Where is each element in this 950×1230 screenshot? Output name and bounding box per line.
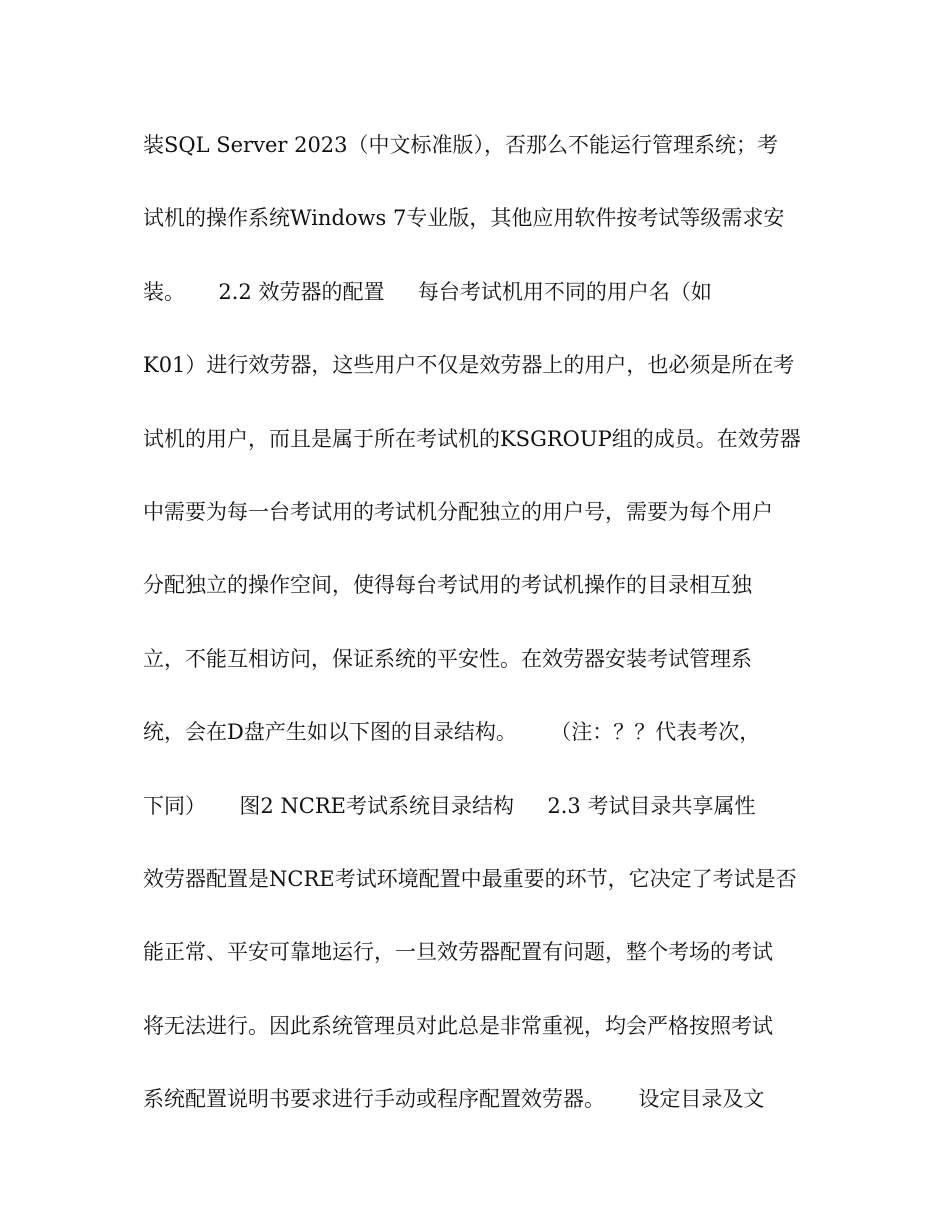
text-line-7: 分配独立的操作空间，使得每台考试用的考试机操作的目录相互独 [143,573,752,598]
text-line-12: 能正常、平安可靠地运行，一旦效劳器配置有问题，整个考场的考试 [143,940,773,965]
text-line-8: 立，不能互相访问，保证系统的平安性。在效劳器安装考试管理系 [143,646,752,671]
text-line-5: 试机的用户，而且是属于所在考试机的KSGROUP组的成员。在效劳器 [143,426,801,451]
document-body-text [143,124,823,1151]
text-line-6: 中需要为每一台考试用的考试机分配独立的用户号，需要为每个用户 [143,499,773,524]
text-line-9: 统，会在D盘产生如以下图的目录结构。 （注：？？代表考次， [143,720,761,745]
text-line-13: 将无法进行。因此系统管理员对此总是非常重视，均会严格按照考试 [143,1013,773,1038]
text-line-3: 装。 2.2 效劳器的配置 每台考试机用不同的用户名（如 [143,279,712,304]
text-line-11: 效劳器配置是NCRE考试环境配置中最重要的环节，它决定了考试是否 [143,866,797,891]
text-line-2: 试机的操作系统Windows 7专业版，其他应用软件按考试等级需求安 [143,206,785,231]
text-line-10: 下同） 图2 NCRE考试系统目录结构 2.3 考试目录共享属性 [143,793,756,818]
text-line-14: 系统配置说明书要求进行手动或程序配置效劳器。 设定目录及文 [143,1087,765,1112]
text-line-1: 装SQL Server 2023（中文标准版），否那么不能运行管理系统；考 [143,133,779,157]
text-line-4: K01）进行效劳器，这些用户不仅是效劳器上的用户，也必须是所在考 [143,353,795,378]
